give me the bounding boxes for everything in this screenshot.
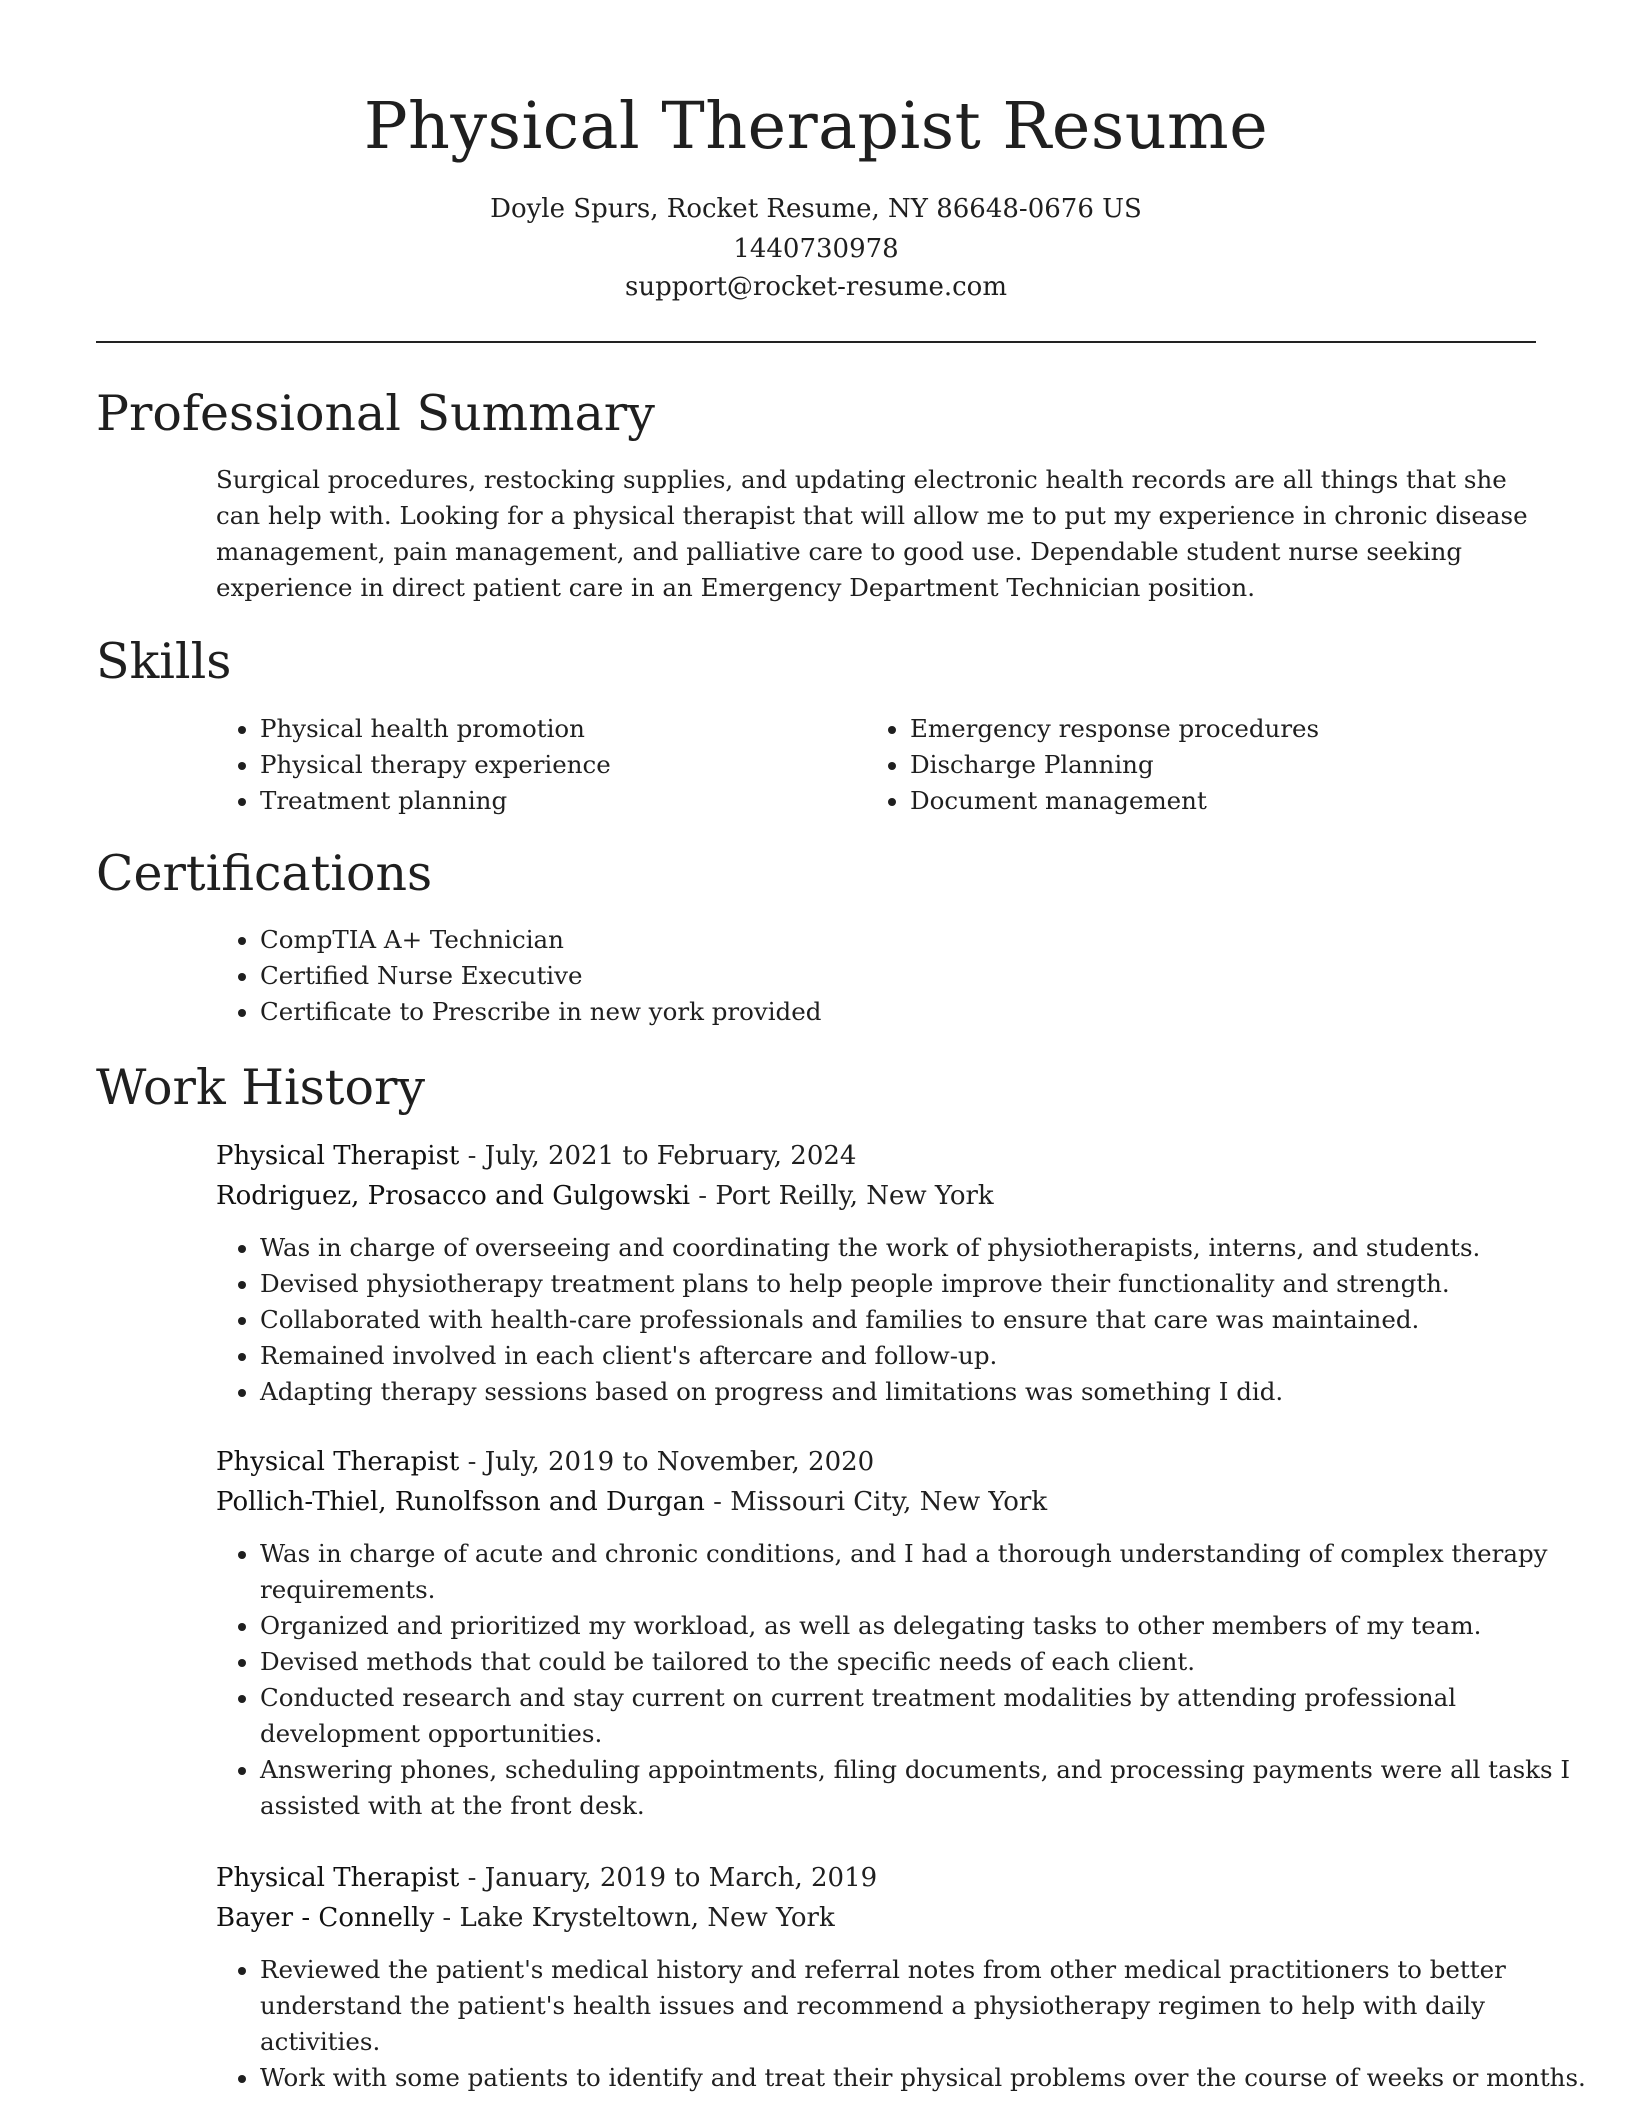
job-company: Pollich-Thiel, Runolfsson and Durgan [216, 1487, 705, 1517]
skills-list-left [216, 711, 860, 819]
job-bullets [216, 1536, 1590, 1824]
job-bullets [216, 1230, 1590, 1410]
skill-item: • Physical health promotion [260, 711, 860, 747]
job-bullet: • Remained involved in each client's aftercare and follow-up. [260, 1338, 1590, 1374]
skills-heading: Skills [96, 633, 232, 690]
job-bullets [216, 1952, 1590, 2096]
work-history-heading: Work History [96, 1059, 426, 1116]
job-bullet: • Adapting therapy sessions based on progress and limitations was something I did. [260, 1374, 1590, 1410]
job-bullet: • Conducted research and stay current on current treatment modalities by attending professional development opportunities. [260, 1680, 1590, 1752]
job-bullet: • Devised methods that could be tailored to the specific needs of each client. [260, 1644, 1590, 1680]
job-company-line: Bayer - Connelly - Lake Krysteltown, New York [216, 1903, 835, 1933]
job-title-line: Physical Therapist - January, 2019 to March, 2019 [216, 1863, 878, 1893]
skill-item: • Emergency response procedures [910, 711, 1550, 747]
job-title: Physical Therapist [216, 1863, 460, 1893]
contact-phone: 1440730978 [733, 234, 899, 264]
header-divider [96, 341, 1536, 343]
contact-address: Doyle Spurs, Rocket Resume, NY 86648-0676 US [490, 194, 1142, 224]
contact-email: support@rocket-resume.com [624, 272, 1007, 302]
job-bullet: • Reviewed the patient's medical history and referral notes from other medical practitioners to better understand the patient's health issues and recommend a physiotherapy regimen to help with daily activities. [260, 1952, 1590, 2060]
job-bullet: • Answering phones, scheduling appointments, filing documents, and processing payments were all tasks I assisted with at the front desk. [260, 1752, 1590, 1824]
skills-list-right [866, 711, 1550, 819]
job-bullet: • Was in charge of overseeing and coordinating the work of physiotherapists, interns, and students. [260, 1230, 1590, 1266]
job-bullet: • Collaborated with health-care professionals and families to ensure that care was maintained. [260, 1302, 1590, 1338]
job-location: Missouri City, New York [730, 1487, 1048, 1517]
job-dates: January, 2019 to March, 2019 [484, 1863, 878, 1893]
job-title-line: Physical Therapist - July, 2019 to November, 2020 [216, 1447, 875, 1477]
job-title-line: Physical Therapist - July, 2021 to February, 2024 [216, 1141, 857, 1171]
job-bullet: • Organized and prioritized my workload, as well as delegating tasks to other members of my team. [260, 1608, 1590, 1644]
skill-item: • Document management [910, 783, 1550, 819]
summary-heading: Professional Summary [96, 385, 655, 442]
job-title: Physical Therapist [216, 1141, 460, 1171]
certifications-heading: Certifications [96, 845, 433, 902]
job-location: Port Reilly, New York [715, 1181, 994, 1211]
resume-title: Physical Therapist Resume [363, 89, 1269, 164]
job-dates: July, 2019 to November, 2020 [484, 1447, 875, 1477]
job-company: Rodriguez, Prosacco and Gulgowski [216, 1181, 691, 1211]
job-dates: July, 2021 to February, 2024 [484, 1141, 857, 1171]
certifications-list [216, 922, 1560, 1030]
job-bullet: • Was in charge of acute and chronic conditions, and I had a thorough understanding of complex therapy requirements. [260, 1536, 1590, 1608]
skill-item: • Treatment planning [260, 783, 860, 819]
job-title: Physical Therapist [216, 1447, 460, 1477]
job-bullet: • Devised physiotherapy treatment plans to help people improve their functionality and strength. [260, 1266, 1590, 1302]
certification-item: • CompTIA A+ Technician [260, 922, 1560, 958]
summary-text: Surgical procedures, restocking supplies, and updating electronic health records are all things that she can help with. Looking for a physical therapist that will allow me to put my experience in chronic disease management, pain management, and palliative care to good use. Dependable student nurse seeking experience in direct patient care in an Emergency Department Technician position. [216, 465, 1528, 602]
job-location: Lake Krysteltown, New York [459, 1903, 835, 1933]
job-company-line: Rodriguez, Prosacco and Gulgowski - Port Reilly, New York [216, 1181, 994, 1211]
job-bullet: • Work with some patients to identify and treat their physical problems over the course of weeks or months. [260, 2060, 1590, 2096]
skill-item: • Discharge Planning [910, 747, 1550, 783]
job-company: Bayer - Connelly [216, 1903, 435, 1933]
skill-item: • Physical therapy experience [260, 747, 860, 783]
certification-item: • Certificate to Prescribe in new york provided [260, 994, 1560, 1030]
job-company-line: Pollich-Thiel, Runolfsson and Durgan - Missouri City, New York [216, 1487, 1048, 1517]
certification-item: • Certified Nurse Executive [260, 958, 1560, 994]
